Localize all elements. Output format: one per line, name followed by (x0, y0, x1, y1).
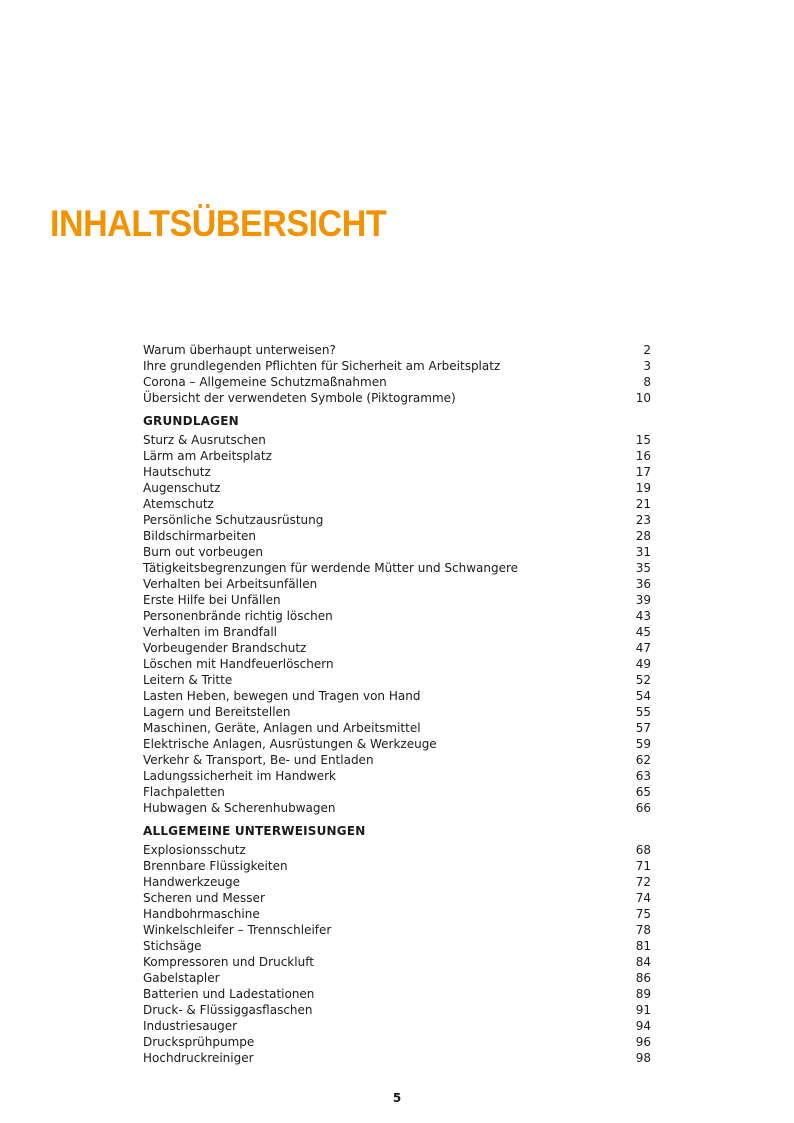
toc-entry (143, 544, 651, 560)
toc-entry-label: Hubwagen & Scherenhubwagen (143, 801, 336, 815)
toc-entry (143, 890, 651, 906)
toc-entry-label: Vorbeugender Brandschutz (143, 641, 307, 655)
toc-entry (143, 342, 651, 358)
toc-entry (143, 576, 651, 592)
toc-intro-list (143, 342, 651, 406)
toc-entry (143, 592, 651, 608)
toc-entry-page: 45 (635, 625, 651, 639)
toc-entry (143, 720, 651, 736)
toc-entry-page: 74 (635, 891, 651, 905)
toc-entry (143, 560, 651, 576)
toc-entry-label: Übersicht der verwendeten Symbole (Piktogramme) (143, 391, 456, 405)
toc-entry-page: 84 (635, 955, 651, 969)
toc-entry-label: Explosionsschutz (143, 843, 246, 857)
toc-entry-page: 89 (635, 987, 651, 1001)
toc-section-heading: ALLGEMEINE UNTERWEISUNGEN (143, 824, 366, 838)
toc-entry-page: 2 (643, 343, 651, 357)
toc-entry-label: Burn out vorbeugen (143, 545, 264, 559)
toc-entry-page: 98 (635, 1051, 651, 1065)
toc-entry-label: Stichsäge (143, 939, 202, 953)
toc-entry (143, 1034, 651, 1050)
toc-entry-page: 36 (635, 577, 651, 591)
toc-sections (143, 413, 651, 1066)
toc-entry (143, 986, 651, 1002)
toc-entry (143, 970, 651, 986)
toc-entry-label: Druck- & Flüssiggasflaschen (143, 1003, 313, 1017)
toc-entry (143, 1050, 651, 1066)
toc-entry-label: Erste Hilfe bei Unfällen (143, 593, 281, 607)
toc-entry-page: 66 (635, 801, 651, 815)
toc-entry (143, 800, 651, 816)
toc-entry-page: 59 (635, 737, 651, 751)
toc-entry (143, 656, 651, 672)
toc-entry-label: Leitern & Tritte (143, 673, 233, 687)
toc-entry-label: Batterien und Ladestationen (143, 987, 315, 1001)
toc-entry (143, 358, 651, 374)
toc-entry-label: Maschinen, Geräte, Anlagen und Arbeitsmittel (143, 721, 421, 735)
toc-entry-page: 47 (635, 641, 651, 655)
toc-entry-label: Verhalten im Brandfall (143, 625, 278, 639)
toc-entry (143, 704, 651, 720)
toc-entry (143, 640, 651, 656)
toc-entry (143, 768, 651, 784)
toc-entry-page: 19 (635, 481, 651, 495)
toc-entry-page: 71 (635, 859, 651, 873)
toc-entry-page: 16 (635, 449, 651, 463)
toc-entry-label: Lärm am Arbeitsplatz (143, 449, 272, 463)
toc-entry (143, 938, 651, 954)
toc-entry (143, 672, 651, 688)
toc-entry (143, 858, 651, 874)
toc-entry (143, 448, 651, 464)
toc-entry (143, 512, 651, 528)
toc-entry-page: 49 (635, 657, 651, 671)
toc-entry (143, 1002, 651, 1018)
toc-entry-page: 81 (635, 939, 651, 953)
toc-entry-label: Brennbare Flüssigkeiten (143, 859, 288, 873)
toc-entry (143, 624, 651, 640)
toc-entry-label: Verkehr & Transport, Be- und Entladen (143, 753, 374, 767)
toc-entry-label: Handbohrmaschine (143, 907, 260, 921)
toc-entry-page: 91 (635, 1003, 651, 1017)
toc-entry (143, 752, 651, 768)
toc-entry-page: 8 (643, 375, 651, 389)
toc-entry-label: Elektrische Anlagen, Ausrüstungen & Werkzeuge (143, 737, 437, 751)
toc-entry-label: Persönliche Schutzausrüstung (143, 513, 324, 527)
toc-entry-page: 17 (635, 465, 651, 479)
toc-entry (143, 496, 651, 512)
toc-entry-page: 10 (635, 391, 651, 405)
toc-entry (143, 784, 651, 800)
toc-entry-page: 54 (635, 689, 651, 703)
toc-entry-page: 43 (635, 609, 651, 623)
toc-entry (143, 874, 651, 890)
toc-entry (143, 688, 651, 704)
toc-entry-page: 96 (635, 1035, 651, 1049)
toc-entry-label: Verhalten bei Arbeitsunfällen (143, 577, 318, 591)
toc-entry-page: 15 (635, 433, 651, 447)
toc-entry-label: Lasten Heben, bewegen und Tragen von Hand (143, 689, 421, 703)
toc-entry-label: Augenschutz (143, 481, 221, 495)
toc-entry (143, 480, 651, 496)
toc-entry-label: Tätigkeitsbegrenzungen für werdende Mütter und Schwangere (143, 561, 519, 575)
toc-entry-page: 63 (635, 769, 651, 783)
toc-entry-label: Personenbrände richtig löschen (143, 609, 333, 623)
toc-entry (143, 390, 651, 406)
toc-entry-label: Winkelschleifer – Trennschleifer (143, 923, 332, 937)
table-of-contents (143, 342, 651, 1066)
toc-entry-page: 72 (635, 875, 651, 889)
toc-entry-label: Bildschirmarbeiten (143, 529, 257, 543)
toc-entry (143, 374, 651, 390)
page-title: INHALTSÜBERSICHT (50, 203, 387, 244)
toc-entry-page: 35 (635, 561, 651, 575)
toc-entry-label: Atemschutz (143, 497, 214, 511)
toc-entry-label: Corona – Allgemeine Schutzmaßnahmen (143, 375, 387, 389)
toc-entry-page: 39 (635, 593, 651, 607)
toc-entry-page: 78 (635, 923, 651, 937)
toc-entry-page: 21 (635, 497, 651, 511)
toc-entry-page: 23 (635, 513, 651, 527)
toc-entry (143, 736, 651, 752)
toc-entry-label: Hochdruckreiniger (143, 1051, 254, 1065)
toc-entry (143, 432, 651, 448)
toc-entry (143, 528, 651, 544)
toc-entry-page: 68 (635, 843, 651, 857)
toc-entry-label: Hautschutz (143, 465, 211, 479)
toc-entry (143, 842, 651, 858)
toc-entry-page: 75 (635, 907, 651, 921)
toc-entry-page: 94 (635, 1019, 651, 1033)
toc-entry-page: 62 (635, 753, 651, 767)
toc-entry-page: 3 (643, 359, 651, 373)
toc-entry-label: Warum überhaupt unterweisen? (143, 343, 336, 357)
toc-entry-label: Lagern und Bereitstellen (143, 705, 291, 719)
toc-entry-label: Flachpaletten (143, 785, 225, 799)
toc-entry-page: 86 (635, 971, 651, 985)
toc-entry (143, 922, 651, 938)
toc-entry-label: Ladungssicherheit im Handwerk (143, 769, 336, 783)
toc-entry-label: Kompressoren und Druckluft (143, 955, 314, 969)
toc-entry-page: 52 (635, 673, 651, 687)
toc-entry-label: Gabelstapler (143, 971, 220, 985)
toc-entry-label: Sturz & Ausrutschen (143, 433, 266, 447)
toc-entry-page: 31 (635, 545, 651, 559)
toc-section-heading: GRUNDLAGEN (143, 414, 239, 428)
toc-entry (143, 1018, 651, 1034)
toc-entry-label: Drucksprühpumpe (143, 1035, 255, 1049)
page-number: 5 (392, 1091, 402, 1105)
toc-entry (143, 608, 651, 624)
toc-entry-label: Ihre grundlegenden Pflichten für Sicherheit am Arbeitsplatz (143, 359, 501, 373)
toc-entry-label: Scheren und Messer (143, 891, 265, 905)
toc-entry (143, 464, 651, 480)
toc-entry-page: 55 (635, 705, 651, 719)
toc-entry-page: 57 (635, 721, 651, 735)
toc-entry-page: 28 (635, 529, 651, 543)
toc-entry-page: 65 (635, 785, 651, 799)
toc-entry (143, 954, 651, 970)
toc-entry (143, 906, 651, 922)
toc-entry-label: Handwerkzeuge (143, 875, 240, 889)
toc-entry-label: Löschen mit Handfeuerlöschern (143, 657, 334, 671)
toc-entry-label: Industriesauger (143, 1019, 238, 1033)
